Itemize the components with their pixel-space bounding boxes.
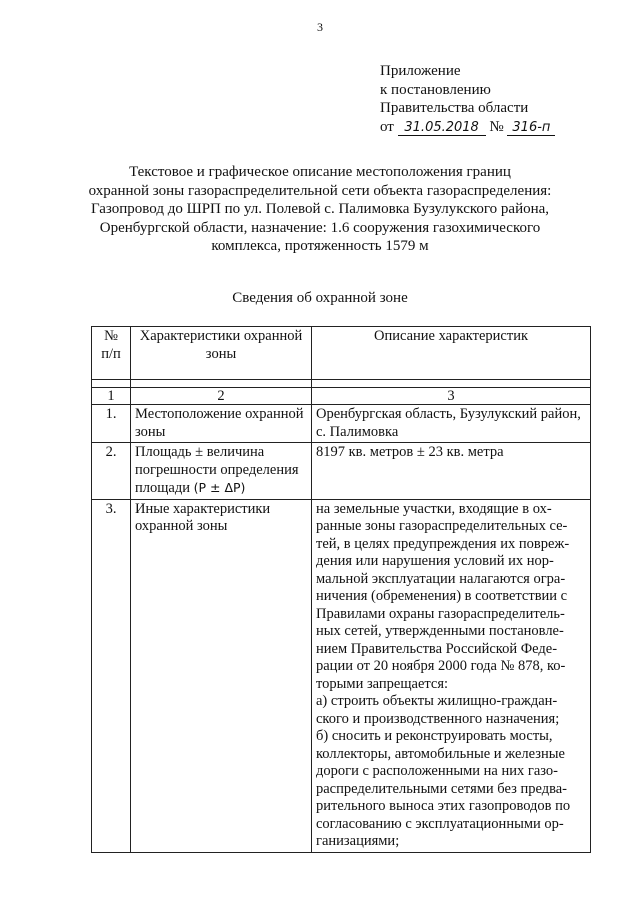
handwritten-number: 316-п xyxy=(507,120,555,136)
row-characteristic: Иные характеристики охранной зоны xyxy=(131,499,312,852)
title-line: Газопровод до ШРП по ул. Полевой с. Палимовка Бузулукского района, xyxy=(90,201,550,217)
table-spacer-row xyxy=(92,380,591,388)
column-numbers-row xyxy=(92,388,591,405)
characteristic-text: Площадь ± величина погрешности определения площади xyxy=(135,444,299,496)
appendix-block xyxy=(380,62,555,136)
row-description: на земельные участки, входящие в ох- ранные зоны газораспределительных се- тей, в целях предупреждения их повреж- дения или нарушения условий их нор- мальной эксплуатации налагаются огра- ничения (обременения) в соответствии с Правилами охраны газораспределитель- ных сетей, утвержденными постановле- нием Правительства Российской Феде- рации от 20 ноября 2000 года № 878, ко- торыми запрещается: а) строить объекты жилищно-граждан- ского и производственного назначения; б) сносить и реконструировать мосты, коллекторы, автомобильные и железные дороги с расположенными на них газо- распределительными сетями без предва- рительного выноса этих газопроводов по согласованию с эксплуатационными ор- ганизациями; xyxy=(312,499,591,852)
row-number: 3. xyxy=(92,499,131,852)
handwritten-date: 31.05.2018 xyxy=(398,120,486,136)
row-description: Оренбургская область, Бузулукский район, с. Палимовка xyxy=(312,405,591,443)
number-sign: № xyxy=(489,118,504,135)
from-prefix: от xyxy=(380,118,394,135)
row-description: 8197 кв. метров ± 23 кв. метра xyxy=(312,443,591,500)
title-line: охранной зоны газораспределительной сети объекта газораспределения: xyxy=(88,182,552,199)
appendix-line: Приложение xyxy=(380,63,461,79)
row-characteristic: Местоположение охранной зоны xyxy=(131,405,312,443)
column-number: 2 xyxy=(131,388,312,405)
page-number: 3 xyxy=(317,20,323,34)
table-row xyxy=(92,443,591,500)
header-cell-characteristics: Характеристики охранной зоны xyxy=(131,327,312,380)
appendix-line: Правительства области xyxy=(380,100,529,116)
area-formula: (P ± ΔP) xyxy=(193,480,246,495)
row-characteristic xyxy=(131,443,312,500)
header-cell-number: № п/п xyxy=(92,327,131,380)
title-line: Оренбургской области, назначение: 1.6 сооружения газохимического xyxy=(99,219,541,236)
row-number: 1. xyxy=(92,405,131,443)
appendix-line: к постановлению xyxy=(380,81,491,98)
table-row xyxy=(92,499,591,852)
row-number: 2. xyxy=(92,443,131,500)
appendix-date-line xyxy=(380,118,555,137)
document-title xyxy=(80,163,560,256)
header-cell-description: Описание характеристик xyxy=(312,327,591,380)
table-row xyxy=(92,405,591,443)
section-subtitle: Сведения об охранной зоне xyxy=(232,290,408,306)
table-header-row xyxy=(92,327,591,380)
column-number: 1 xyxy=(92,388,131,405)
title-line: комплекса, протяженность 1579 м xyxy=(211,238,429,254)
column-number: 3 xyxy=(312,388,591,405)
zone-info-table xyxy=(91,326,591,853)
title-line: Текстовое и графическое описание местоположения границ xyxy=(129,164,511,180)
